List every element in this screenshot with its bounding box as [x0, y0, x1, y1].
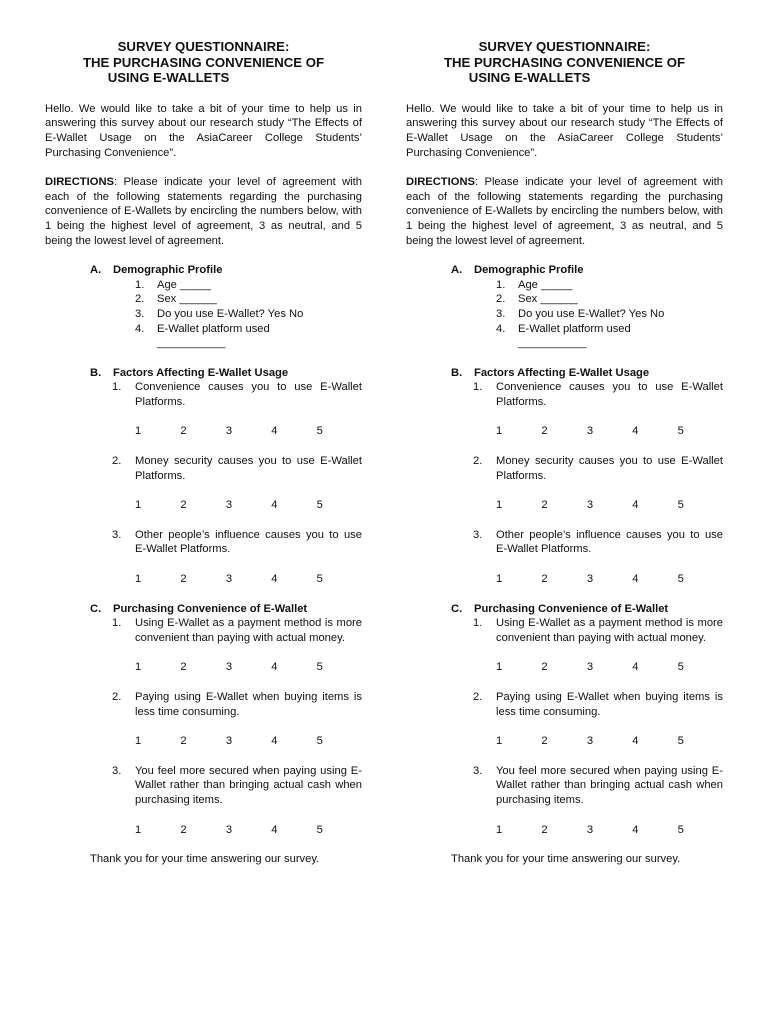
item-number: 2.	[496, 293, 506, 306]
question	[406, 380, 723, 439]
thank-you-note: Thank you for your time answering our survey.	[451, 853, 681, 866]
section-title: Demographic Profile	[113, 264, 223, 277]
rating-option[interactable]: 1	[135, 573, 142, 586]
question-statement	[406, 454, 723, 483]
item-text: Sex ______	[518, 293, 578, 306]
rating-option[interactable]: 2	[541, 661, 548, 674]
question-text: Other people’s influence causes you to use E-Wallet Platforms.	[496, 528, 723, 556]
demographic-item[interactable]	[45, 322, 362, 337]
question-statement	[45, 690, 362, 719]
intro-paragraph: Hello. We would like to take a bit of your time to help us in answering this survey about our research study “The Effects of E-Wallet Usage on the AsiaCareer College Students’ Purchasing Convenience”.	[45, 102, 362, 159]
question	[406, 764, 723, 837]
rating-option[interactable]: 4	[271, 823, 278, 836]
rating-option[interactable]: 2	[180, 425, 187, 438]
question	[45, 764, 362, 837]
rating-scale	[406, 734, 723, 749]
question-text: Convenience causes you to use E-Wallet Platforms.	[135, 381, 362, 408]
section-convenience	[45, 602, 362, 838]
question-statement	[406, 690, 723, 719]
item-number: 3.	[496, 307, 506, 320]
rating-option[interactable]: 1	[496, 573, 503, 586]
question-number: 2.	[112, 455, 122, 468]
directions-label: DIRECTIONS	[45, 176, 114, 189]
question	[45, 528, 362, 587]
rating-option[interactable]: 4	[632, 735, 639, 748]
directions-label: DIRECTIONS	[406, 176, 475, 189]
question-number: 1.	[473, 381, 483, 394]
question-text: Paying using E-Wallet when buying items is less time consuming.	[496, 691, 723, 718]
rating-option[interactable]: 1	[496, 425, 503, 438]
question-number: 1.	[473, 617, 483, 630]
directions-paragraph	[406, 175, 723, 248]
rating-scale	[406, 660, 723, 675]
rating-option[interactable]: 4	[632, 573, 639, 586]
rating-option[interactable]: 1	[496, 499, 503, 512]
question-text: Using E-Wallet as a payment method is more convenient than paying with actual money.	[135, 617, 362, 644]
section-factors	[406, 366, 723, 587]
section-letter: C.	[451, 602, 463, 615]
title-line-2: THE PURCHASING CONVENIENCE OF	[443, 54, 686, 70]
question-number: 1.	[112, 617, 122, 630]
rating-scale	[45, 498, 362, 513]
rating-option[interactable]: 5	[677, 499, 684, 512]
rating-option[interactable]: 5	[316, 499, 323, 512]
question-statement	[406, 380, 723, 409]
question-text: Money security causes you to use E-Wallet Platforms.	[135, 455, 362, 482]
platform-blank[interactable]: ___________	[518, 337, 587, 350]
rating-option[interactable]: 5	[677, 735, 684, 748]
item-text: Do you use E-Wallet? Yes No	[518, 307, 665, 320]
section-demographic	[406, 263, 723, 351]
rating-option[interactable]: 1	[496, 735, 503, 748]
rating-option[interactable]: 4	[632, 823, 639, 836]
rating-option[interactable]: 4	[271, 735, 278, 748]
rating-scale	[45, 424, 362, 439]
question	[45, 690, 362, 749]
section-title: Purchasing Convenience of E-Wallet	[113, 602, 308, 615]
intro-paragraph: Hello. We would like to take a bit of your time to help us in answering this survey about our research study “The Effects of E-Wallet Usage on the AsiaCareer College Students’ Purchasing Convenience”.	[406, 102, 723, 159]
section-title: Purchasing Convenience of E-Wallet	[474, 602, 669, 615]
directions-paragraph	[45, 175, 362, 248]
rating-option[interactable]: 1	[135, 661, 142, 674]
rating-option[interactable]: 2	[180, 823, 187, 836]
platform-blank[interactable]: ___________	[157, 337, 226, 350]
rating-option[interactable]: 4	[632, 425, 639, 438]
rating-option[interactable]: 3	[586, 661, 594, 674]
rating-option[interactable]: 3	[225, 661, 233, 674]
question	[45, 454, 362, 513]
questionnaire-right	[406, 39, 723, 867]
item-text: E-Wallet platform used	[518, 322, 631, 335]
rating-option[interactable]: 4	[632, 661, 639, 674]
demographic-item[interactable]	[406, 278, 723, 293]
question	[406, 690, 723, 749]
rating-option[interactable]: 2	[541, 573, 548, 586]
rating-option[interactable]: 1	[135, 823, 142, 836]
rating-scale	[406, 424, 723, 439]
rating-option[interactable]: 2	[541, 425, 548, 438]
rating-option[interactable]: 3	[225, 735, 233, 748]
question-statement	[45, 764, 362, 808]
rating-option[interactable]: 3	[586, 735, 594, 748]
rating-option[interactable]: 2	[180, 661, 187, 674]
section-heading	[406, 263, 723, 278]
item-number: 3.	[135, 307, 145, 320]
question-statement	[406, 764, 723, 808]
question-number: 3.	[473, 528, 483, 541]
section-heading	[45, 366, 362, 381]
item-number: 4.	[496, 322, 506, 335]
question-text: Using E-Wallet as a payment method is more convenient than paying with actual money.	[496, 617, 723, 644]
rating-scale	[406, 572, 723, 587]
rating-option[interactable]: 5	[677, 823, 684, 836]
title-line-1: SURVEY QUESTIONNAIRE:	[117, 39, 290, 54]
item-text: Age _____	[518, 278, 573, 291]
item-text: Do you use E-Wallet? Yes No	[157, 307, 304, 320]
title-line-3: USING E-WALLETS	[468, 70, 591, 86]
rating-scale	[406, 823, 723, 838]
question	[406, 454, 723, 513]
questionnaire-left	[45, 39, 362, 867]
question	[406, 616, 723, 675]
rating-option[interactable]: 4	[271, 499, 278, 512]
rating-option[interactable]: 5	[677, 661, 684, 674]
section-demographic	[45, 263, 362, 351]
rating-option[interactable]: 2	[180, 499, 187, 512]
question-text: Paying using E-Wallet when buying items is less time consuming.	[135, 691, 362, 718]
question-statement	[45, 380, 362, 409]
rating-option[interactable]: 1	[135, 499, 142, 512]
demographic-item[interactable]	[45, 307, 362, 322]
item-text: E-Wallet platform used	[157, 322, 270, 335]
rating-option[interactable]: 3	[586, 823, 594, 836]
question-statement	[406, 528, 723, 557]
rating-option[interactable]: 3	[225, 499, 233, 512]
rating-option[interactable]: 3	[586, 499, 594, 512]
question	[406, 528, 723, 587]
demographic-item[interactable]	[406, 292, 723, 307]
demographic-item[interactable]	[406, 322, 723, 337]
section-letter: A.	[451, 264, 463, 277]
rating-option[interactable]: 1	[496, 661, 503, 674]
rating-option[interactable]: 3	[586, 425, 594, 438]
rating-option[interactable]: 1	[135, 425, 142, 438]
rating-option[interactable]: 2	[541, 499, 548, 512]
rating-scale	[45, 823, 362, 838]
question-number: 2.	[473, 691, 483, 703]
section-heading	[406, 366, 723, 381]
rating-scale	[45, 572, 362, 587]
rating-option[interactable]: 2	[180, 735, 187, 748]
question-text: You feel more secured when paying using E-Wallet rather than bringing actual cash when purchasing items.	[496, 764, 723, 806]
item-number: 1.	[496, 278, 506, 291]
demographic-item[interactable]	[45, 278, 362, 293]
rating-option[interactable]: 5	[316, 573, 323, 586]
section-title: Demographic Profile	[474, 264, 584, 277]
demographic-item[interactable]	[406, 307, 723, 322]
rating-option[interactable]: 4	[271, 425, 278, 438]
question-statement	[45, 454, 362, 483]
section-heading	[45, 263, 362, 278]
question-number: 2.	[473, 455, 483, 468]
rating-option[interactable]: 4	[271, 661, 278, 674]
item-number: 4.	[135, 322, 145, 335]
section-heading	[45, 602, 362, 617]
title-line-2: THE PURCHASING CONVENIENCE OF	[82, 54, 325, 70]
question-number: 3.	[473, 764, 483, 777]
rating-option[interactable]: 5	[316, 661, 323, 674]
section-letter: B.	[90, 366, 102, 379]
rating-scale	[45, 734, 362, 749]
directions-text: : Please indicate your level of agreement with each of the following statements regarding the purchasing convenience of E-Wallets by encircling the numbers below, with 1 being the highest level of agreement, 3 as neutral, and 5 being the lowest level of agreement.	[45, 176, 362, 247]
section-factors	[45, 366, 362, 587]
survey-title	[406, 39, 723, 86]
demographic-item[interactable]	[45, 292, 362, 307]
section-title: Factors Affecting E-Wallet Usage	[113, 366, 289, 379]
item-text: Age _____	[157, 278, 212, 291]
rating-option[interactable]: 3	[225, 573, 233, 586]
question-number: 2.	[112, 691, 122, 703]
question-number: 3.	[112, 528, 122, 541]
rating-option[interactable]: 2	[541, 735, 548, 748]
section-letter: C.	[90, 602, 102, 615]
question-text: Other people’s influence causes you to use E-Wallet Platforms.	[135, 528, 362, 556]
item-number: 2.	[135, 293, 145, 306]
directions-text: : Please indicate your level of agreement with each of the following statements regarding the purchasing convenience of E-Wallets by encircling the numbers below, with 1 being the highest level of agreement, 3 as neutral, and 5 being the lowest level of agreement.	[406, 176, 723, 247]
survey-title	[45, 39, 362, 86]
item-text: Sex ______	[157, 293, 217, 306]
rating-option[interactable]: 1	[496, 823, 503, 836]
section-letter: A.	[90, 264, 102, 277]
question-statement	[45, 616, 362, 645]
question-statement	[45, 528, 362, 557]
question	[45, 380, 362, 439]
section-title: Factors Affecting E-Wallet Usage	[474, 366, 650, 379]
question-number: 1.	[112, 381, 122, 394]
rating-option[interactable]: 5	[677, 425, 684, 438]
section-convenience	[406, 602, 723, 838]
section-heading	[406, 602, 723, 617]
rating-option[interactable]: 2	[541, 823, 548, 836]
rating-option[interactable]: 3	[586, 573, 594, 586]
question-text: You feel more secured when paying using E-Wallet rather than bringing actual cash when purchasing items.	[135, 764, 362, 806]
rating-option[interactable]: 1	[135, 735, 142, 748]
rating-option[interactable]: 5	[677, 573, 684, 586]
rating-option[interactable]: 2	[180, 573, 187, 586]
question-text: Money security causes you to use E-Wallet Platforms.	[496, 455, 723, 482]
thank-you-note: Thank you for your time answering our survey.	[90, 853, 320, 866]
rating-option[interactable]: 4	[271, 573, 278, 586]
rating-option[interactable]: 5	[316, 425, 323, 438]
question-number: 3.	[112, 764, 122, 777]
rating-option[interactable]: 4	[632, 499, 639, 512]
title-line-3: USING E-WALLETS	[107, 70, 230, 86]
rating-option[interactable]: 3	[225, 425, 233, 438]
question	[45, 616, 362, 675]
rating-scale	[45, 660, 362, 675]
section-letter: B.	[451, 366, 463, 379]
rating-scale	[406, 498, 723, 513]
rating-option[interactable]: 5	[316, 823, 323, 836]
title-line-1: SURVEY QUESTIONNAIRE:	[478, 39, 651, 54]
rating-option[interactable]: 3	[225, 823, 233, 836]
question-text: Convenience causes you to use E-Wallet Platforms.	[496, 381, 723, 408]
item-number: 1.	[135, 278, 145, 291]
rating-option[interactable]: 5	[316, 735, 323, 748]
question-statement	[406, 616, 723, 645]
